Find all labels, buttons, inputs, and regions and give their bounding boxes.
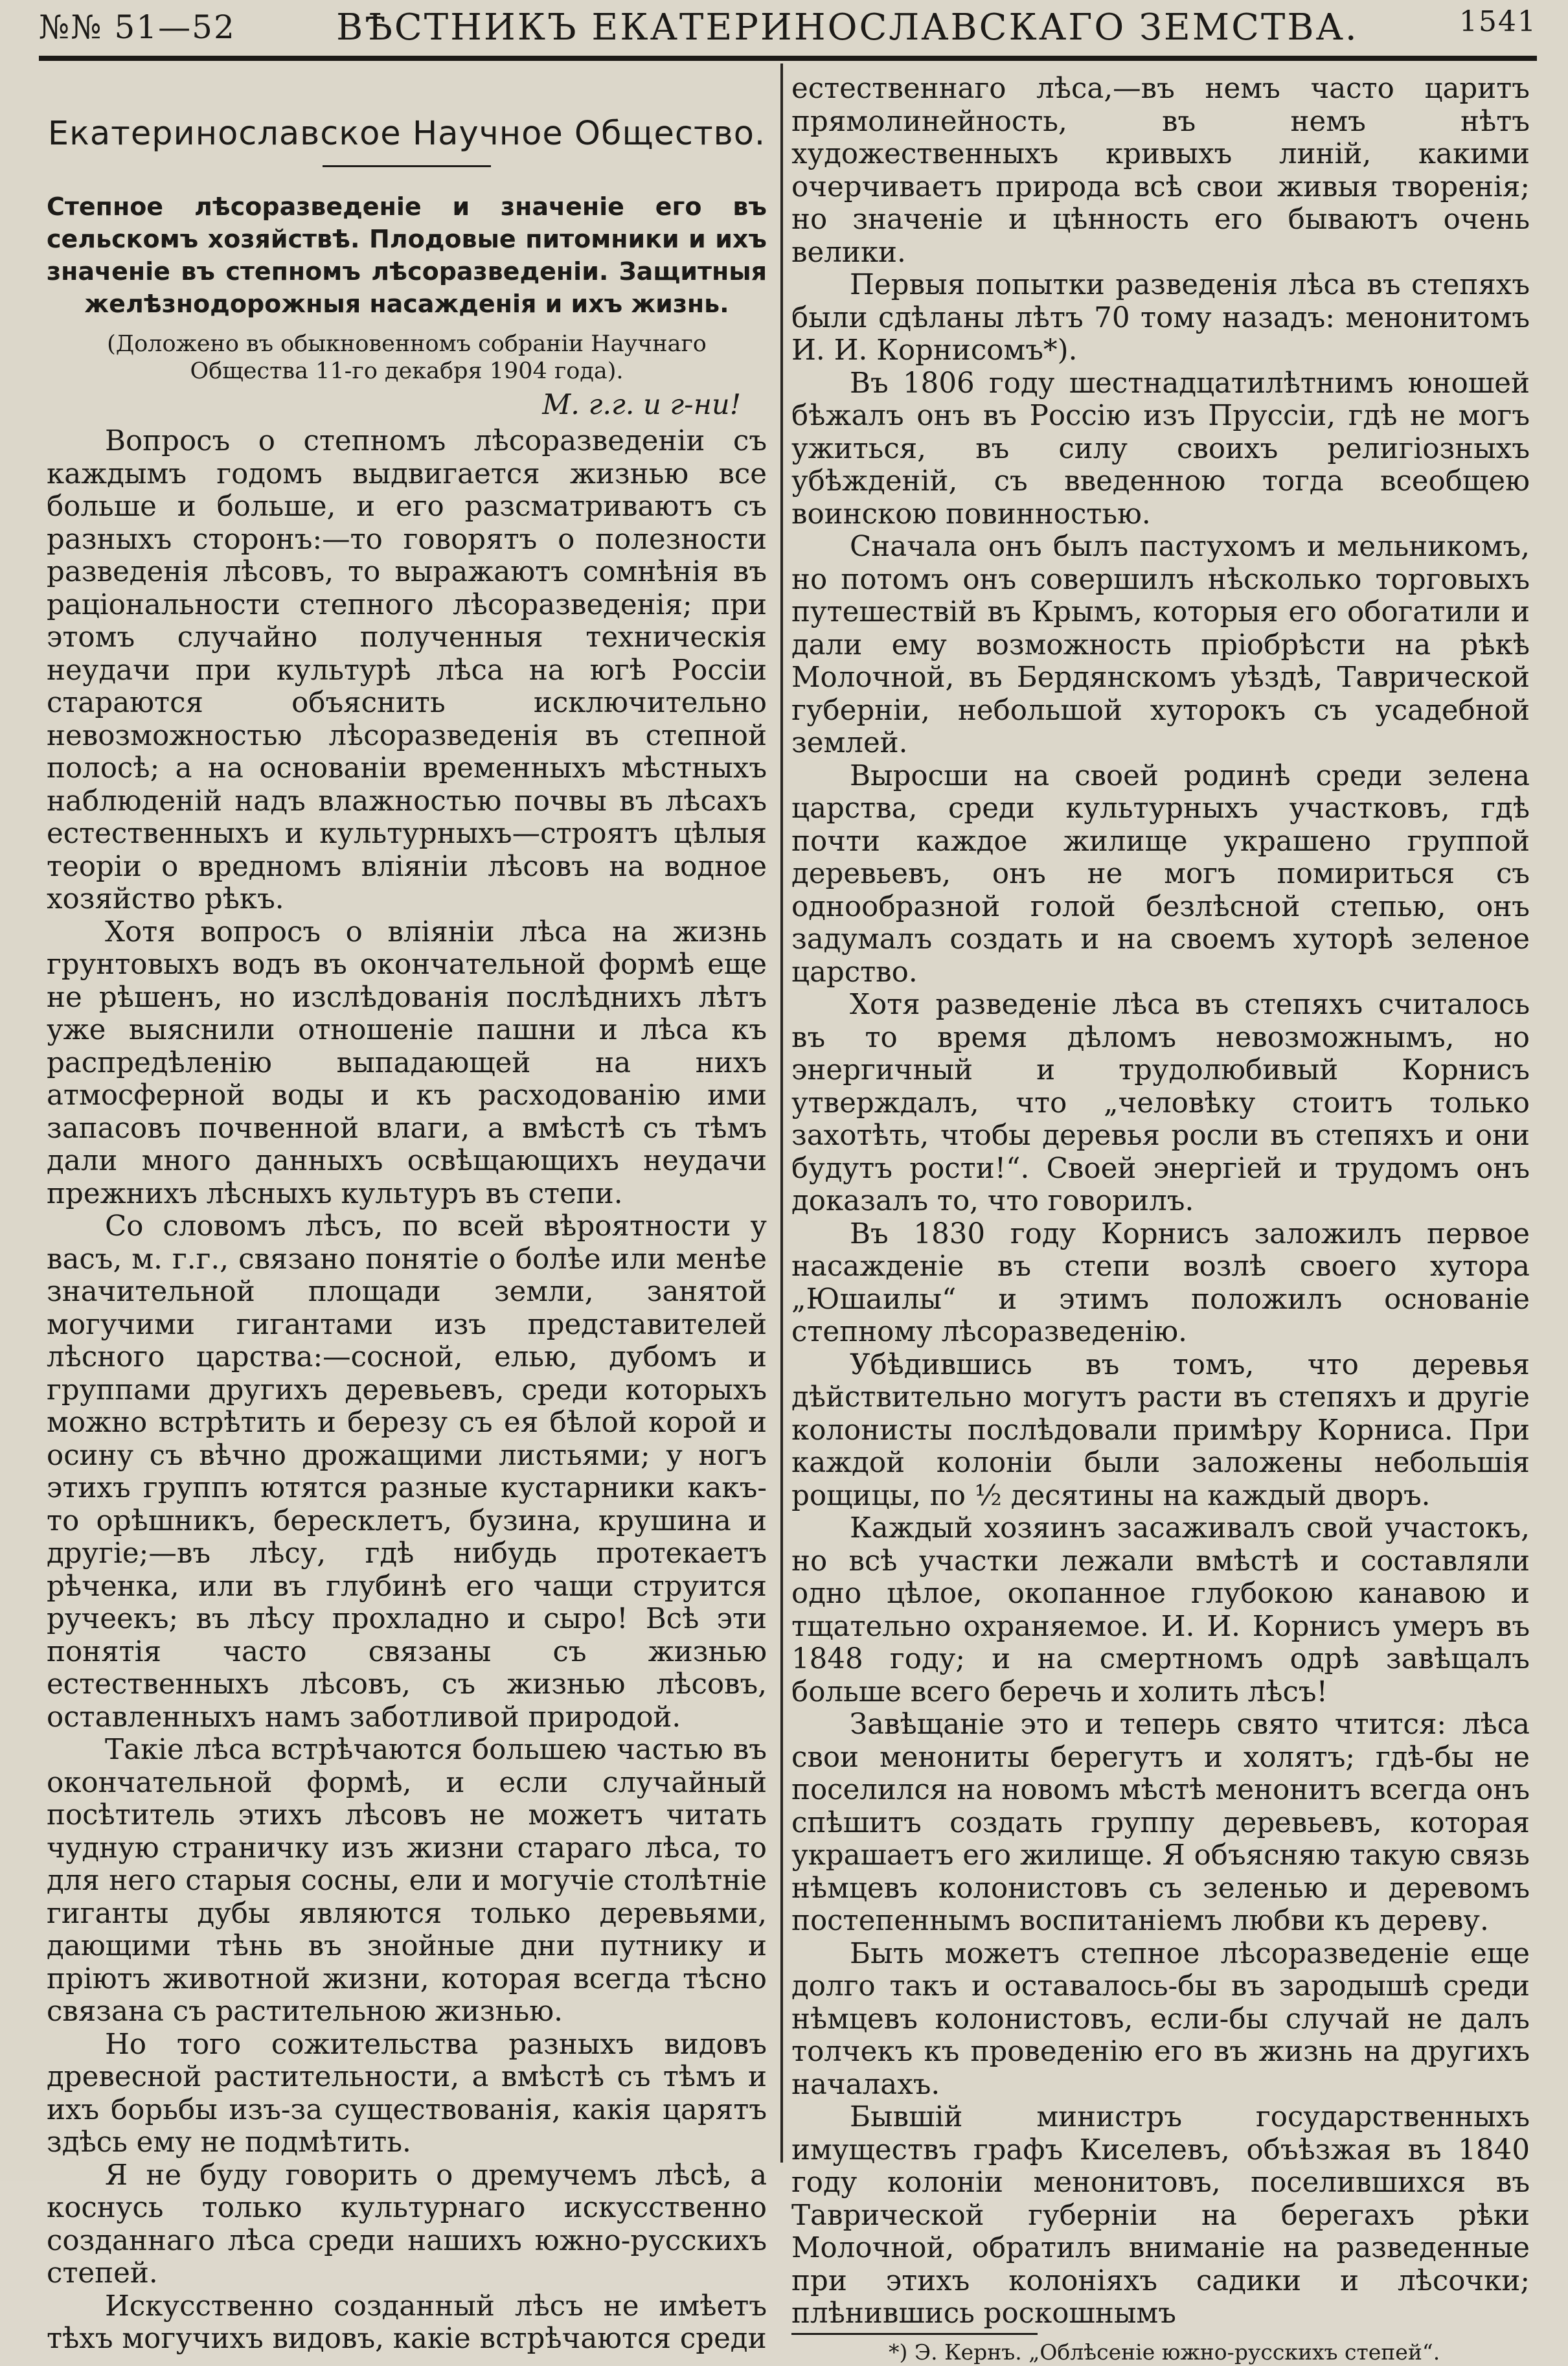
- society-title: Екатеринославское Научное Общество.: [47, 115, 766, 153]
- paragraph: Убѣдившись въ томъ, что деревья дѣйствительно могутъ расти въ степяхъ и другіе колонисты послѣдовали примѣру Корниса. При каждой колоніи были заложены небольшія рощицы, по ½ десятины на каждый дворъ.: [791, 1348, 1530, 1512]
- paragraph: Первыя попытки разведенія лѣса въ степяхъ были сдѣланы лѣтъ 70 тому назадъ: менонитомъ И. И. Корнисомъ*).: [791, 269, 1530, 367]
- paragraph: Вопросъ о степномъ лѣсоразведеніи съ каждымъ годомъ выдвигается жизнью все больше и больше, и его разсматриваютъ съ разныхъ сторонъ:—то говорятъ о полезности разведенія лѣсовъ, то выражаютъ сомнѣнія въ раціональности степного лѣсоразведенія; при этомъ случайно полученныя техническія неудачи при культурѣ лѣса на югѣ Россіи стараются объяснить исключительно невозможностью лѣсоразведенія въ степной полосѣ; а на основаніи временныхъ мѣстныхъ наблюденій надъ влажностью почвы въ лѣсахъ естественныхъ и культурныхъ—строятъ цѣлыя теоріи о вредномъ вліяніи лѣсовъ на водное хозяйство рѣкъ.: [47, 425, 767, 915]
- paragraph: Бывшій министръ государственныхъ имуществъ графъ Киселевъ, объѣзжая въ 1840 году колоніи менонитовъ, поселившихся въ Таврической губерніи на берегахъ рѣки Молочной, обратилъ вниманіе на разведенные при этихъ колоніяхъ садики и лѣсочки; плѣнившись роскошнымъ: [791, 2101, 1530, 2330]
- journal-title: ВѢСТНИКЪ ЕКАТЕРИНОСЛАВСКАГО ЗЕМСТВА.: [336, 6, 1359, 49]
- paragraph: Въ 1806 году шестнадцатилѣтнимъ юношей бѣжалъ онъ въ Россію изъ Пруссіи, гдѣ не могъ ужиться, въ силу своихъ религіозныхъ убѣжденій, съ введенною тогда всеобщею воинскою повинностью.: [791, 367, 1530, 531]
- article-subtitle: Степное лѣсоразведеніе и значеніе его въ сельскомъ хозяйствѣ. Плодовые питомники и ихъ значеніе въ степномъ лѣсоразведеніи. Защитныя желѣзнодорожныя насажденія и ихъ жизнь.: [47, 192, 767, 318]
- paragraph: Сначала онъ былъ пастухомъ и мельникомъ, но потомъ онъ совершилъ нѣсколько торговыхъ путешествій въ Крымъ, которыя его обогатили и дали ему возможность пріобрѣсти на рѣкѣ Молочной, въ Бердянскомъ уѣздѣ, Таврической губерніи, небольшой хуторокъ съ усадебной землей.: [791, 531, 1530, 759]
- paragraph: Хотя вопросъ о вліяніи лѣса на жизнь грунтовыхъ водъ въ окончательной формѣ еще не рѣшенъ, но изслѣдованія послѣднихъ лѣтъ уже выяснили отношеніе пашни и лѣса къ распредѣленію выпадающей на нихъ атмосферной воды и къ расходованію ими запасовъ почвенной влаги, а вмѣстѣ съ тѣмъ дали много данныхъ освѣщающихъ неудачи прежнихъ лѣсныхъ культуръ въ степи.: [47, 915, 767, 1210]
- paragraph: Со словомъ лѣсъ, по всей вѣроятности у васъ, м. г.г., связано понятіе о болѣе или менѣе значительной площади земли, занятой могучими гигантами изъ представителей лѣсного царства:—сосной, елью, дубомъ и группами другихъ деревьевъ, среди которыхъ можно встрѣтить и березу съ ея бѣлой корой и осину съ вѣчно дрожащими листьями; у ногъ этихъ группъ ютятся разные кустарники какъ-то орѣшникъ, бересклетъ, бузина, крушина и другіе;—въ лѣсу, гдѣ нибудь протекаетъ рѣченка, или въ глубинѣ его чащи струится ручеекъ; въ лѣсу прохладно и сыро! Всѣ эти понятія часто связаны съ жизнью естественныхъ лѣсовъ, съ жизнью лѣсовъ, оставленныхъ намъ заботливой природой.: [47, 1210, 767, 1734]
- paragraph: Въ 1830 году Корнисъ заложилъ первое насажденіе въ степи возлѣ своего хутора „Юшаилы“ и этимъ положилъ основаніе степному лѣсоразведенію.: [791, 1217, 1530, 1348]
- page-number: 1541: [1459, 5, 1537, 38]
- paragraph: Выросши на своей родинѣ среди зелена царства, среди культурныхъ участковъ, гдѣ почти каждое жилище украшено группой деревьевъ, онъ не могъ помириться съ однообразной голой безлѣсной степью, онъ задумалъ создать и на своемъ хуторѣ зеленое царство.: [791, 759, 1530, 989]
- article-note: (Доложено въ обыкновенномъ собраніи Научнаго Общества 11-го декабря 1904 года).: [107, 330, 707, 384]
- footnote-rule: [791, 2333, 1038, 2335]
- paragraph: Но того сожительства разныхъ видовъ древесной растительности, а вмѣстѣ съ тѣмъ и ихъ борьбы изъ-за существованія, какія царятъ здѣсь ему не подмѣтить.: [47, 2028, 767, 2159]
- issue-number: №№ 51—52: [39, 8, 236, 46]
- paragraph: Каждый хозяинъ засаживалъ свой участокъ, но всѣ участки лежали вмѣстѣ и составляли одно цѣлое, окопанное глубокою канавою и тщательно охраняемое. И. И. Корнисъ умеръ въ 1848 году; и на смертномъ одрѣ завѣщалъ больше всего беречь и холить лѣсъ!: [791, 1512, 1530, 1708]
- column-divider: [780, 63, 783, 2163]
- paragraph: Быть можетъ степное лѣсоразведеніе еще долго такъ и оставалось-бы въ зародышѣ среди нѣмцевъ колонистовъ, если-бы случай не далъ толчекъ къ проведенію его въ жизнь на другихъ началахъ.: [791, 1937, 1530, 2101]
- left-column: [47, 73, 767, 2355]
- header-rule: [39, 56, 1537, 61]
- paragraph: естественнаго лѣса,—въ немъ часто царитъ прямолинейность, въ немъ нѣтъ художественныхъ кривыхъ линій, какими очерчиваетъ природа всѣ свои живыя творенія; но значеніе и цѣнность его бываютъ очень велики.: [791, 73, 1530, 269]
- paragraph: Я не буду говорить о дремучемъ лѣсѣ, а коснусь только культурнаго искусственно созданнаго лѣса среди нашихъ южно-русскихъ степей.: [47, 2159, 767, 2290]
- footnote: *) Э. Кернъ. „Облѣсеніе южно-русскихъ степей“.: [889, 2339, 1440, 2365]
- paragraph: Такіе лѣса встрѣчаются большею частью въ окончательной формѣ, и если случайный посѣтитель этихъ лѣсовъ не можетъ читать чудную страничку изъ жизни стараго лѣса, то для него старыя сосны, ели и могучіе столѣтніе гиганты дубы являются только деревьями, дающими тѣнь въ знойные дни путнику и пріютъ животной жизни, которая всегда тѣсно связана съ растительною жизнью.: [47, 1734, 767, 2028]
- salutation: М. г.г. и г-ни!: [542, 388, 741, 421]
- paragraph: Завѣщаніе это и теперь свято чтится: лѣса свои менониты берегутъ и холятъ; гдѣ-бы не поселился на новомъ мѣстѣ менонитъ всегда онъ спѣшитъ создать группу деревьевъ, которая украшаетъ его жилище. Я объясняю такую связь нѣмцевъ колонистовъ съ зеленью и деревомъ постепеннымъ воспитаніемъ любви къ дереву.: [791, 1708, 1530, 1937]
- right-column: [791, 73, 1530, 2365]
- title-rule: [323, 165, 491, 167]
- paragraph: Искусственно созданный лѣсъ не имѣетъ тѣхъ могучихъ видовъ, какіе встрѣчаются среди: [47, 2290, 767, 2355]
- page-header: [39, 0, 1537, 54]
- paragraph: Хотя разведеніе лѣса въ степяхъ считалось въ то время дѣломъ невозможнымъ, но энергичный и трудолюбивый Корнисъ утверждалъ, что „человѣку стоитъ только захотѣть, чтобы деревья росли въ степяхъ и они будутъ рости!“. Своей энергіей и трудомъ онъ доказалъ то, что говорилъ.: [791, 989, 1530, 1217]
